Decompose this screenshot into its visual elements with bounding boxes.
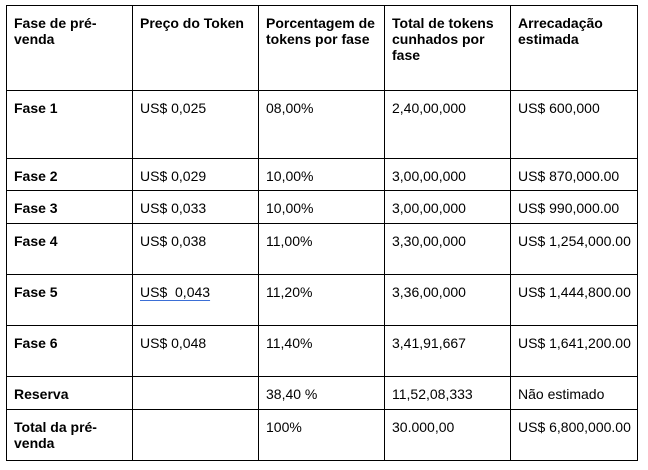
phase-cell: Reserva	[7, 377, 133, 410]
tokens-cell: 2,40,00,000	[385, 91, 511, 159]
price-cell	[133, 275, 259, 326]
revenue-cell: US$ 1,444,800.00	[511, 275, 638, 326]
price-cell: US$ 0,033	[133, 191, 259, 224]
percentage-cell: 11,00%	[259, 224, 385, 275]
revenue-cell: US$ 600,000	[511, 91, 638, 159]
revenue-cell: Não estimado	[511, 377, 638, 410]
revenue-cell: US$ 1,254,000.00	[511, 224, 638, 275]
price-cell	[133, 410, 259, 461]
percentage-cell: 38,40 %	[259, 377, 385, 410]
revenue-cell: US$ 6,800,000.00	[511, 410, 638, 461]
header-phase: Fase de pré-venda	[7, 6, 133, 91]
percentage-cell: 11,20%	[259, 275, 385, 326]
table-row	[7, 377, 638, 410]
tokens-cell: 3,41,91,667	[385, 326, 511, 377]
header-total-tokens: Total de tokens cunhados por fase	[385, 6, 511, 91]
phase-cell: Fase 6	[7, 326, 133, 377]
price-cell: US$ 0,029	[133, 159, 259, 191]
price-cell: US$ 0,025	[133, 91, 259, 159]
percentage-cell: 11,40%	[259, 326, 385, 377]
tokens-cell: 3,00,00,000	[385, 159, 511, 191]
total-row	[7, 410, 638, 461]
header-token-percentage: Porcentagem de tokens por fase	[259, 6, 385, 91]
table-row	[7, 326, 638, 377]
tokens-cell: 3,00,00,000	[385, 191, 511, 224]
table-row	[7, 275, 638, 326]
tokens-cell: 30.000,00	[385, 410, 511, 461]
revenue-cell: US$ 870,000.00	[511, 159, 638, 191]
phase-cell: Fase 2	[7, 159, 133, 191]
phase-cell: Fase 1	[7, 91, 133, 159]
revenue-cell: US$ 1,641,200.00	[511, 326, 638, 377]
presale-table	[6, 5, 638, 461]
phase-cell: Fase 3	[7, 191, 133, 224]
percentage-cell: 10,00%	[259, 191, 385, 224]
phase-cell: Fase 4	[7, 224, 133, 275]
price-cell: US$ 0,048	[133, 326, 259, 377]
table-row	[7, 224, 638, 275]
percentage-cell: 100%	[259, 410, 385, 461]
tokens-cell: 3,36,00,000	[385, 275, 511, 326]
table-row	[7, 91, 638, 159]
percentage-cell: 08,00%	[259, 91, 385, 159]
percentage-cell: 10,00%	[259, 159, 385, 191]
table-row	[7, 159, 638, 191]
table-row	[7, 191, 638, 224]
price-cell	[133, 377, 259, 410]
phase-cell: Fase 5	[7, 275, 133, 326]
tokens-cell: 11,52,08,333	[385, 377, 511, 410]
price-text-underlined: US$ 0,043	[140, 284, 211, 300]
tokens-cell: 3,30,00,000	[385, 224, 511, 275]
price-cell: US$ 0,038	[133, 224, 259, 275]
phase-cell: Total da pré-venda	[7, 410, 133, 461]
header-token-price: Preço do Token	[133, 6, 259, 91]
revenue-cell: US$ 990,000.00	[511, 191, 638, 224]
header-estimated-revenue: Arrecadação estimada	[511, 6, 638, 91]
header-row	[7, 6, 638, 91]
